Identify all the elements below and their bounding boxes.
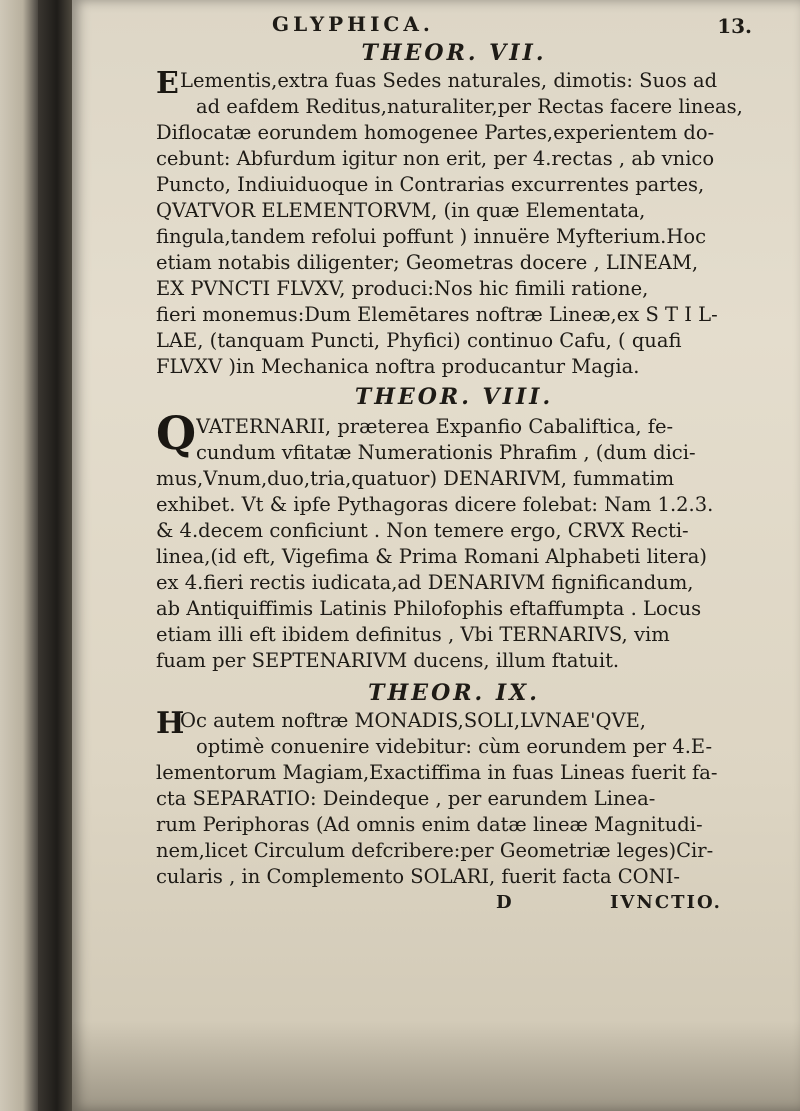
- theorem-7-line: fingula,tandem refolui poffunt ) innuëre Myfterium.Hoc: [156, 225, 707, 248]
- theorem-7-initial: E: [156, 66, 179, 101]
- theorem-8-line: ab Antiquiffimis Latinis Philofophis eftaffumpta . Locus: [156, 597, 702, 620]
- signature-mark: D: [496, 892, 512, 913]
- theorem-8-line: & 4.decem conficiunt . Non temere ergo, CRVX Recti-: [156, 519, 689, 542]
- catchword-line: [156, 892, 752, 920]
- theorem-9-line: cularis , in Complemento SOLARI, fuerit facta CONI-: [156, 865, 681, 888]
- theorem-7-line: LAE, (tanquam Puncti, Phyfici) continuo Cafu, ( quafi: [156, 329, 682, 352]
- theorem-9-line: nem,licet Circulum defcribere:per Geometriæ leges)Cir-: [156, 839, 714, 862]
- theorem-8-line: VATERNARII, præterea Expanfio Cabaliftica, fe-: [196, 415, 674, 438]
- theorem-9-line: lementorum Magiam,Exactiffima in fuas Lineas fuerit fa-: [156, 761, 718, 784]
- theorem-8-line: cundum vfitatæ Numerationis Phrafim , (dum dici-: [196, 441, 696, 464]
- theorem-7-line: FLVXV )in Mechanica noftra producantur Magia.: [156, 355, 640, 378]
- theorem-9-heading: THEOR. IX.: [368, 680, 540, 706]
- running-head-title: GLYPHICA.: [272, 12, 434, 36]
- theorem-9-line: Oc autem noftræ MONADIS,SOLI,LVNAE'QVE,: [180, 709, 647, 732]
- theorem-8-line: fuam per SEPTENARIVM ducens, illum ftatuit.: [156, 649, 620, 672]
- theorem-7-line: Lementis,extra fuas Sedes naturales, dimotis: Suos ad: [180, 69, 718, 92]
- theorem-9-line: rum Periphoras (Ad omnis enim datæ lineæ Magnitudi-: [156, 813, 703, 836]
- theorem-7-line: fieri monemus:Dum Elemētares noftræ Lineæ,ex S T I L-: [156, 303, 718, 326]
- book-gutter: [38, 0, 76, 1111]
- facing-page-edge: [0, 0, 38, 1111]
- theorem-8-line: exhibet. Vt & ipfe Pythagoras dicere folebat: Nam 1.2.3.: [156, 493, 714, 516]
- theorem-8-line: ex 4.fieri rectis iudicata,ad DENARIVM fignificandum,: [156, 571, 694, 594]
- theorem-8-line: etiam illi eft ibidem definitus , Vbi TERNARIVS, vim: [156, 623, 670, 646]
- theorem-7-heading: THEOR. VII.: [361, 40, 547, 66]
- running-head: [272, 12, 752, 42]
- catchword: IVNCTIO.: [610, 892, 722, 913]
- theorem-7-line: ad eafdem Reditus,naturaliter,per Rectas facere lineas,: [196, 95, 743, 118]
- theorem-9-line: optimè conuenire videbitur: cùm eorundem per 4.E-: [196, 735, 713, 758]
- theorem-7-line: Puncto, Indiuiduoque in Contrarias excurrentes partes,: [156, 173, 705, 196]
- theorem-8-line: linea,(id eft, Vigefima & Prima Romani Alphabeti litera): [156, 545, 707, 568]
- theorem-8-line: mus,Vnum,duo,tria,quatuor) DENARIVM, fummatim: [156, 467, 675, 490]
- text-block: [156, 0, 752, 1060]
- theorem-7-line: QVATVOR ELEMENTORVM, (in quæ Elementata,: [156, 199, 646, 222]
- page-number: 13.: [717, 14, 752, 38]
- theorem-7-line: cebunt: Abfurdum igitur non erit, per 4.rectas , ab vnico: [156, 147, 715, 170]
- theorem-8-initial: Q: [156, 406, 197, 460]
- theorem-9-line: cta SEPARATIO: Deindeque , per earundem Linea-: [156, 787, 656, 810]
- theorem-7-line: Diflocatæ eorundem homogenee Partes,experientem do-: [156, 121, 715, 144]
- theorem-7-line: etiam notabis diligenter; Geometras docere , LINEAM,: [156, 251, 699, 274]
- theorem-8-heading: THEOR. VIII.: [354, 384, 554, 410]
- theorem-9-initial: H: [156, 706, 185, 741]
- book-page: [72, 0, 800, 1111]
- theorem-7-line: EX PVNCTI FLVXV, produci:Nos hic fimili ratione,: [156, 277, 649, 300]
